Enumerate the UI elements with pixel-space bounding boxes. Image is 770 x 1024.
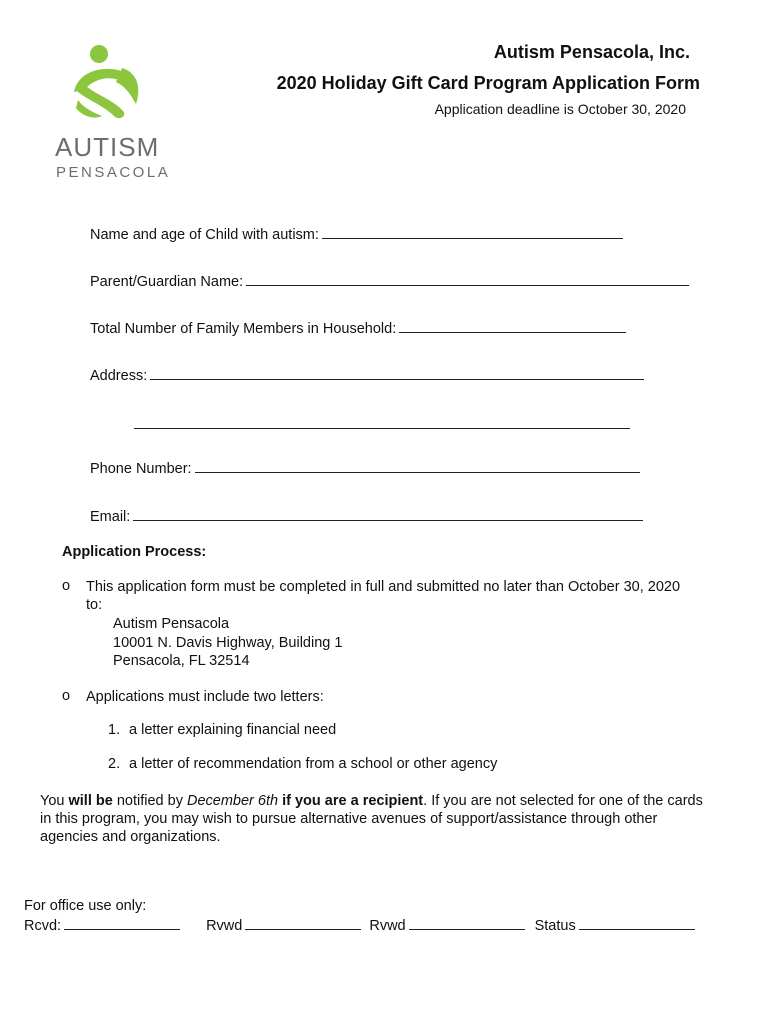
rvwd-1-line[interactable] xyxy=(245,915,361,930)
notice-text: . If you are not selected for one of the cards in this program, you may wish to pursue alternative avenues of support/assistance through other agencies and organizations. xyxy=(40,793,703,845)
letter-1-number: 1. xyxy=(108,722,121,738)
email-field-label: Email: xyxy=(90,509,131,525)
address-field-line-2[interactable] xyxy=(134,412,630,429)
bullet-1-icon: o xyxy=(62,578,71,594)
address-field-label: Address: xyxy=(90,368,148,384)
logo-subtitle: PENSACOLA xyxy=(56,164,171,181)
parent-field-line[interactable] xyxy=(246,271,689,286)
address-line: Autism Pensacola xyxy=(113,616,230,632)
letter-2-text: a letter of recommendation from a school or other agency xyxy=(129,756,498,772)
phone-field-row xyxy=(90,458,640,477)
org-name: Autism Pensacola, Inc. xyxy=(493,42,690,62)
phone-field-line[interactable] xyxy=(195,458,640,473)
logo-figure-icon xyxy=(52,42,142,122)
process-item-2: Applications must include two letters: xyxy=(86,689,324,705)
child-field-line[interactable] xyxy=(322,224,623,239)
notice-text: notified by xyxy=(112,793,187,809)
status-line[interactable] xyxy=(579,915,695,930)
phone-field-label: Phone Number: xyxy=(90,461,192,477)
parent-field-label: Parent/Guardian Name: xyxy=(90,274,244,290)
bullet-2-icon: o xyxy=(62,688,71,704)
letter-1-text: a letter explaining financial need xyxy=(129,722,337,738)
rvwd-2-line[interactable] xyxy=(409,915,525,930)
mailing-address xyxy=(113,615,342,671)
status-label: Status xyxy=(534,918,576,934)
rvwd-2-label: Rvwd xyxy=(369,918,406,934)
family-field-row xyxy=(90,318,626,337)
family-field-line[interactable] xyxy=(399,318,626,333)
notice-emphasis: if you are a recipient xyxy=(278,793,424,809)
notice-text: You xyxy=(40,793,69,809)
deadline-note: Application deadline is October 30, 2020 xyxy=(434,101,686,117)
process-heading: Application Process: xyxy=(62,544,207,560)
notification-paragraph xyxy=(40,792,710,846)
notice-emphasis: will be xyxy=(68,793,113,809)
rvwd-1-label: Rvwd xyxy=(206,918,243,934)
child-field-row xyxy=(90,224,623,243)
address-field-line-1[interactable] xyxy=(150,365,644,380)
address-line: Pensacola, FL 32514 xyxy=(113,653,250,669)
address-line: 10001 N. Davis Highway, Building 1 xyxy=(113,634,343,651)
email-field-line[interactable] xyxy=(133,506,643,521)
rcvd-label: Rcvd: xyxy=(24,918,62,934)
rcvd-line[interactable] xyxy=(64,915,180,930)
process-item-1-line-1: This application form must be completed in full and submitted no later than October 30, 2020 xyxy=(86,579,681,595)
logo-wordmark: AUTISM xyxy=(55,132,160,162)
notice-date: December 6th xyxy=(187,793,279,809)
family-field-label: Total Number of Family Members in Household: xyxy=(90,321,397,337)
email-field-row xyxy=(90,506,643,525)
address-field-row xyxy=(90,365,644,384)
office-use-row xyxy=(24,915,695,934)
office-use-label: For office use only: xyxy=(24,898,147,914)
autism-pensacola-logo xyxy=(52,42,172,127)
child-field-label: Name and age of Child with autism: xyxy=(90,227,319,243)
process-item-1 xyxy=(86,578,680,614)
letter-2-number: 2. xyxy=(108,756,121,772)
form-title: 2020 Holiday Gift Card Program Application Form xyxy=(276,73,700,93)
process-item-1-line-2: to: xyxy=(86,597,103,613)
parent-field-row xyxy=(90,271,689,290)
